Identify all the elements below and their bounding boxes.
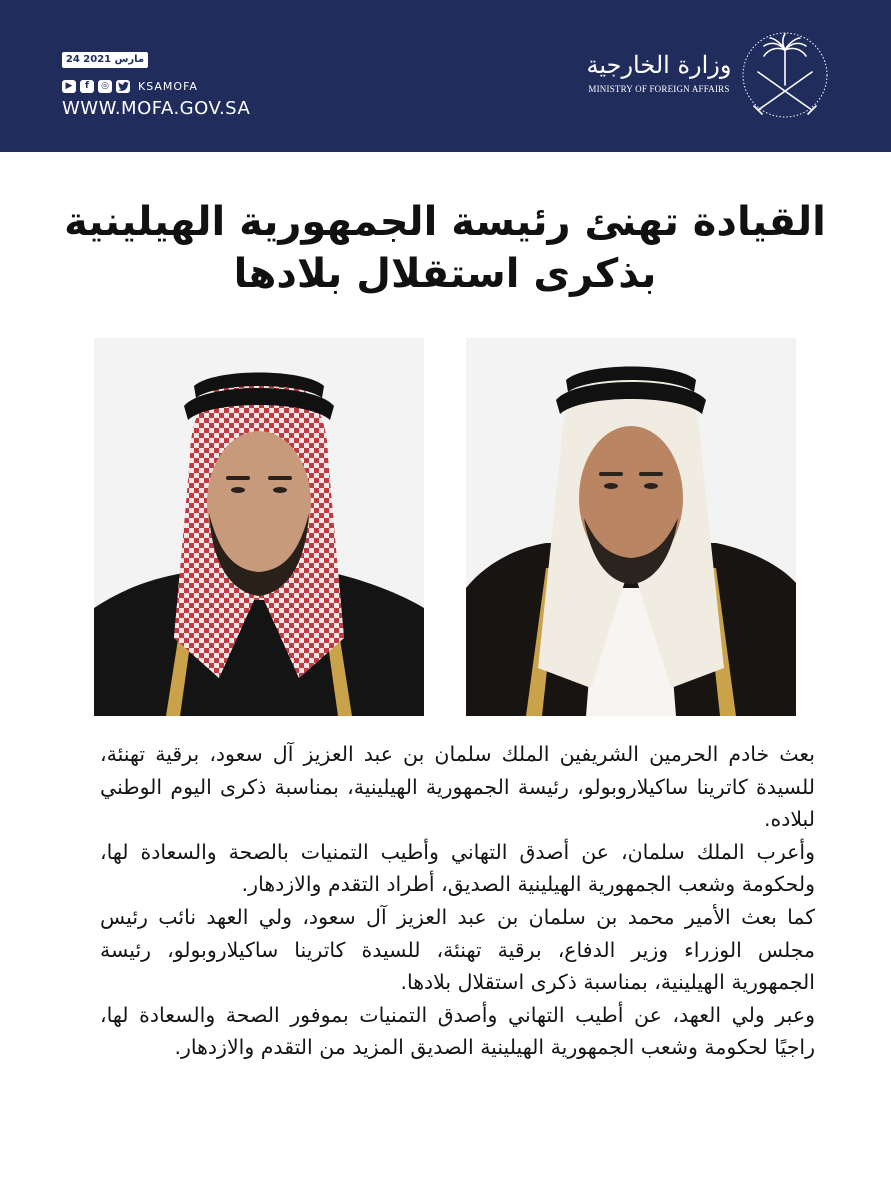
header-banner [0, 0, 891, 152]
ministry-name-en: MINISTRY OF FOREIGN AFFAIRS [588, 84, 730, 94]
facebook-icon[interactable]: f [80, 80, 94, 93]
social-links [62, 78, 198, 94]
youtube-icon[interactable]: ▶ [62, 80, 76, 93]
title-line-1: القيادة تهنئ رئيسة الجمهورية الهيلينية [64, 199, 826, 245]
page-title [60, 196, 830, 300]
paragraph-3: كما بعث الأمير محمد بن سلمان بن عبد العزيز آل سعود، ولي العهد نائب رئيس مجلس الوزراء وزير الدفاع، برقية تهنئة، للسيدة كاترينا ساكيلاروبولو، رئيسة الجمهورية الهيلينية، بمناسبة ذكرى استقلال بلادها. [100, 904, 815, 995]
twitter-icon[interactable] [116, 80, 130, 93]
ministry-name-ar: وزارة الخارجية [586, 51, 732, 79]
article-body [100, 738, 815, 1064]
saudi-emblem-icon [740, 30, 830, 120]
instagram-icon[interactable]: ◎ [98, 80, 112, 93]
date-badge: 24 مارس 2021 [62, 52, 148, 68]
social-handle[interactable]: KSAMOFA [138, 79, 198, 93]
crown-prince-portrait [94, 338, 424, 716]
ministry-logo-text [584, 50, 734, 94]
title-line-2: بذكرى استقلال بلادها [233, 251, 657, 297]
paragraph-4: وعبر ولي العهد، عن أطيب التهاني وأصدق التمنيات بموفور الصحة والسعادة لها، راجيًا لحكومة وشعب الجمهورية الهيلينية الصديق المزيد من التقدم والازدهار. [100, 1002, 815, 1060]
paragraph-2: وأعرب الملك سلمان، عن أصدق التهاني وأطيب التمنيات بالصحة والسعادة لها، ولحكومة وشعب الجمهورية الهيلينية الصديق، أطراد التقدم والازدهار. [100, 839, 815, 897]
paragraph-1: بعث خادم الحرمين الشريفين الملك سلمان بن عبد العزيز آل سعود، برقية تهنئة، للسيدة كاترينا ساكيلاروبولو، رئيسة الجمهورية الهيلينية، بمناسبة ذكرى اليوم الوطني لبلاده. [100, 742, 815, 832]
website-link[interactable]: WWW.MOFA.GOV.SA [62, 98, 251, 119]
king-portrait [466, 338, 796, 716]
